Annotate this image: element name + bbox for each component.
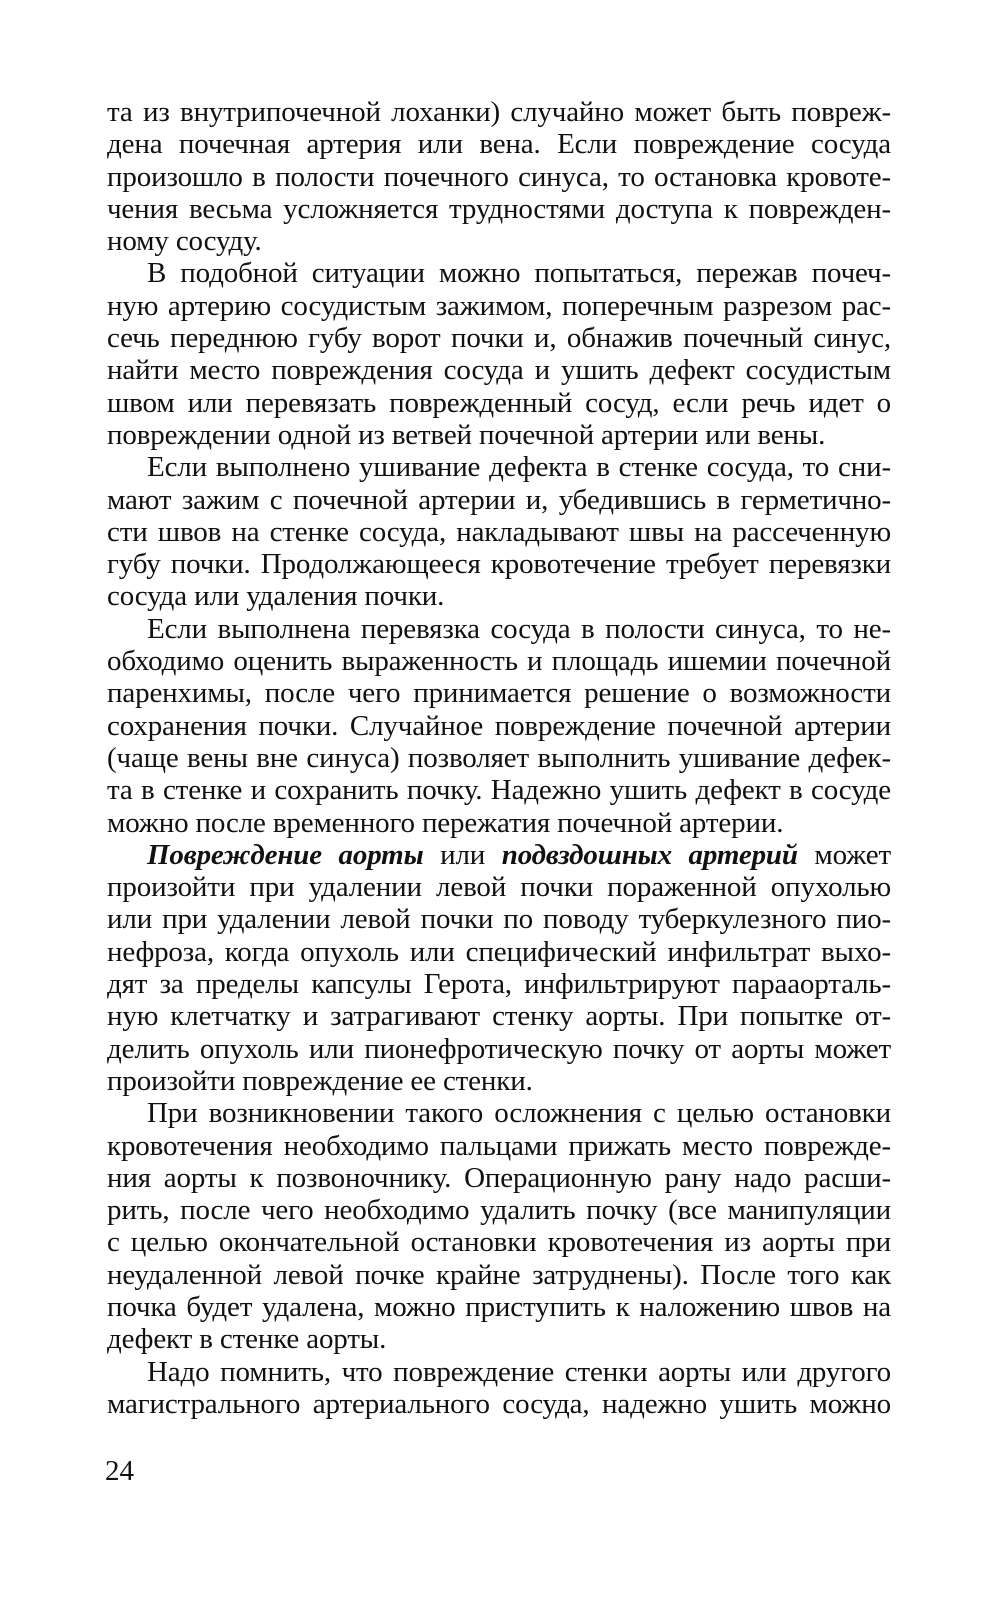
text-line: та из внутрипочечной лоханки) случайно может быть повреж- [107, 96, 891, 128]
term-aorta-injury: Повреждение аорты [147, 838, 424, 871]
text-line: обходимо оценить выраженность и площадь ишемии почечной [107, 645, 891, 678]
connector-text: или [423, 838, 502, 871]
text-line: произошло в полости почечного синуса, то остановка кровоте- [107, 160, 891, 193]
text-line: Если выполнено ушивание дефекта в стенке сосуда, то сни- [147, 451, 891, 484]
text-line: ную клетчатку и затрагивают стенку аорты. При попытке от- [107, 1000, 891, 1033]
connector-text: может [797, 838, 892, 871]
text-line: швом или перевязать поврежденный сосуд, если речь идет о [107, 386, 891, 419]
text-line: Если выполнена перевязка сосуда в полости синуса, то не- [147, 612, 891, 645]
text-line: с целью окончательной остановки кровотечения из аорты при [107, 1226, 891, 1259]
paragraph-4 [107, 613, 891, 839]
page-number: 24 [105, 1455, 134, 1487]
text-line: сохранения почки. Случайное повреждение почечной артерии [107, 709, 891, 742]
paragraph-7 [107, 1356, 891, 1421]
paragraph-5 [107, 839, 891, 1097]
text-line-with-terms [107, 839, 891, 871]
text-line: Надо помнить, что повреждение стенки аорты или другого [147, 1355, 891, 1388]
text-line: При возникновении такого осложнения с целью остановки [147, 1097, 891, 1130]
text-line: кровотечения необходимо пальцами прижать место поврежде- [107, 1129, 891, 1162]
text-line: ную артерию сосудистым зажимом, поперечным разрезом рас- [107, 289, 891, 322]
text-line: найти место повреждения сосуда и ушить дефект сосудистым [107, 354, 891, 387]
text-line: та в стенке и сохранить почку. Надежно ушить дефект в сосуде [107, 774, 891, 807]
text-line: мают зажим с почечной артерии и, убедившись в герметично- [107, 483, 891, 516]
text-line: почка будет удалена, можно приступить к наложению швов на [107, 1290, 891, 1323]
text-line: паренхимы, после чего принимается решение о возможности [107, 677, 891, 710]
text-line: рить, после чего необходимо удалить почку (все манипуляции [107, 1194, 891, 1227]
text-line: В подобной ситуации можно попытаться, пережав почеч- [147, 257, 891, 290]
text-line: нефроза, когда опухоль или специфический инфильтрат выхо- [107, 935, 891, 968]
paragraph-3 [107, 451, 891, 612]
text-line: неудаленной левой почке крайне затруднены). После того как [107, 1258, 891, 1291]
paragraph-6 [107, 1097, 891, 1355]
text-line: дена почечная артерия или вена. Если повреждение сосуда [107, 128, 891, 161]
text-line: делить опухоль или пионефротическую почку от аорты может [107, 1032, 891, 1065]
text-line: ния аорты к позвоночнику. Операционную рану надо расши- [107, 1161, 891, 1194]
text-line: губу почки. Продолжающееся кровотечение требует перевязки [107, 548, 891, 581]
text-line: можно после временного пережатия почечной артерии. [107, 806, 784, 839]
text-line: (чаще вены вне синуса) позволяет выполнить ушивание дефек- [107, 741, 891, 774]
paragraph-1 [107, 96, 891, 257]
text-line: магистрального артериального сосуда, надежно ушить можно [107, 1387, 891, 1420]
text-line: сосуда или удаления почки. [107, 580, 445, 613]
text-line: или при удалении левой почки по поводу туберкулезного пио- [107, 903, 891, 936]
text-line: произойти повреждение ее стенки. [107, 1064, 533, 1097]
term-iliac-arteries: подвздошных артерий [501, 838, 798, 871]
text-line: ному сосуду. [107, 225, 262, 258]
text-line: повреждении одной из ветвей почечной артерии или вены. [107, 418, 826, 451]
paragraph-2 [107, 257, 891, 451]
text-line: произойти при удалении левой почки пораженной опухолью [107, 871, 891, 904]
text-line: дефект в стенке аорты. [107, 1323, 387, 1356]
page-body [107, 96, 891, 1420]
text-line: сечь переднюю губу ворот почки и, обнажив почечный синус, [107, 322, 891, 355]
text-line: дят за пределы капсулы Герота, инфильтрируют парааорталь- [107, 968, 891, 1001]
text-line: сти швов на стенке сосуда, накладывают швы на рассеченную [107, 515, 891, 548]
text-line: чения весьма усложняется трудностями доступа к поврежден- [107, 192, 891, 225]
